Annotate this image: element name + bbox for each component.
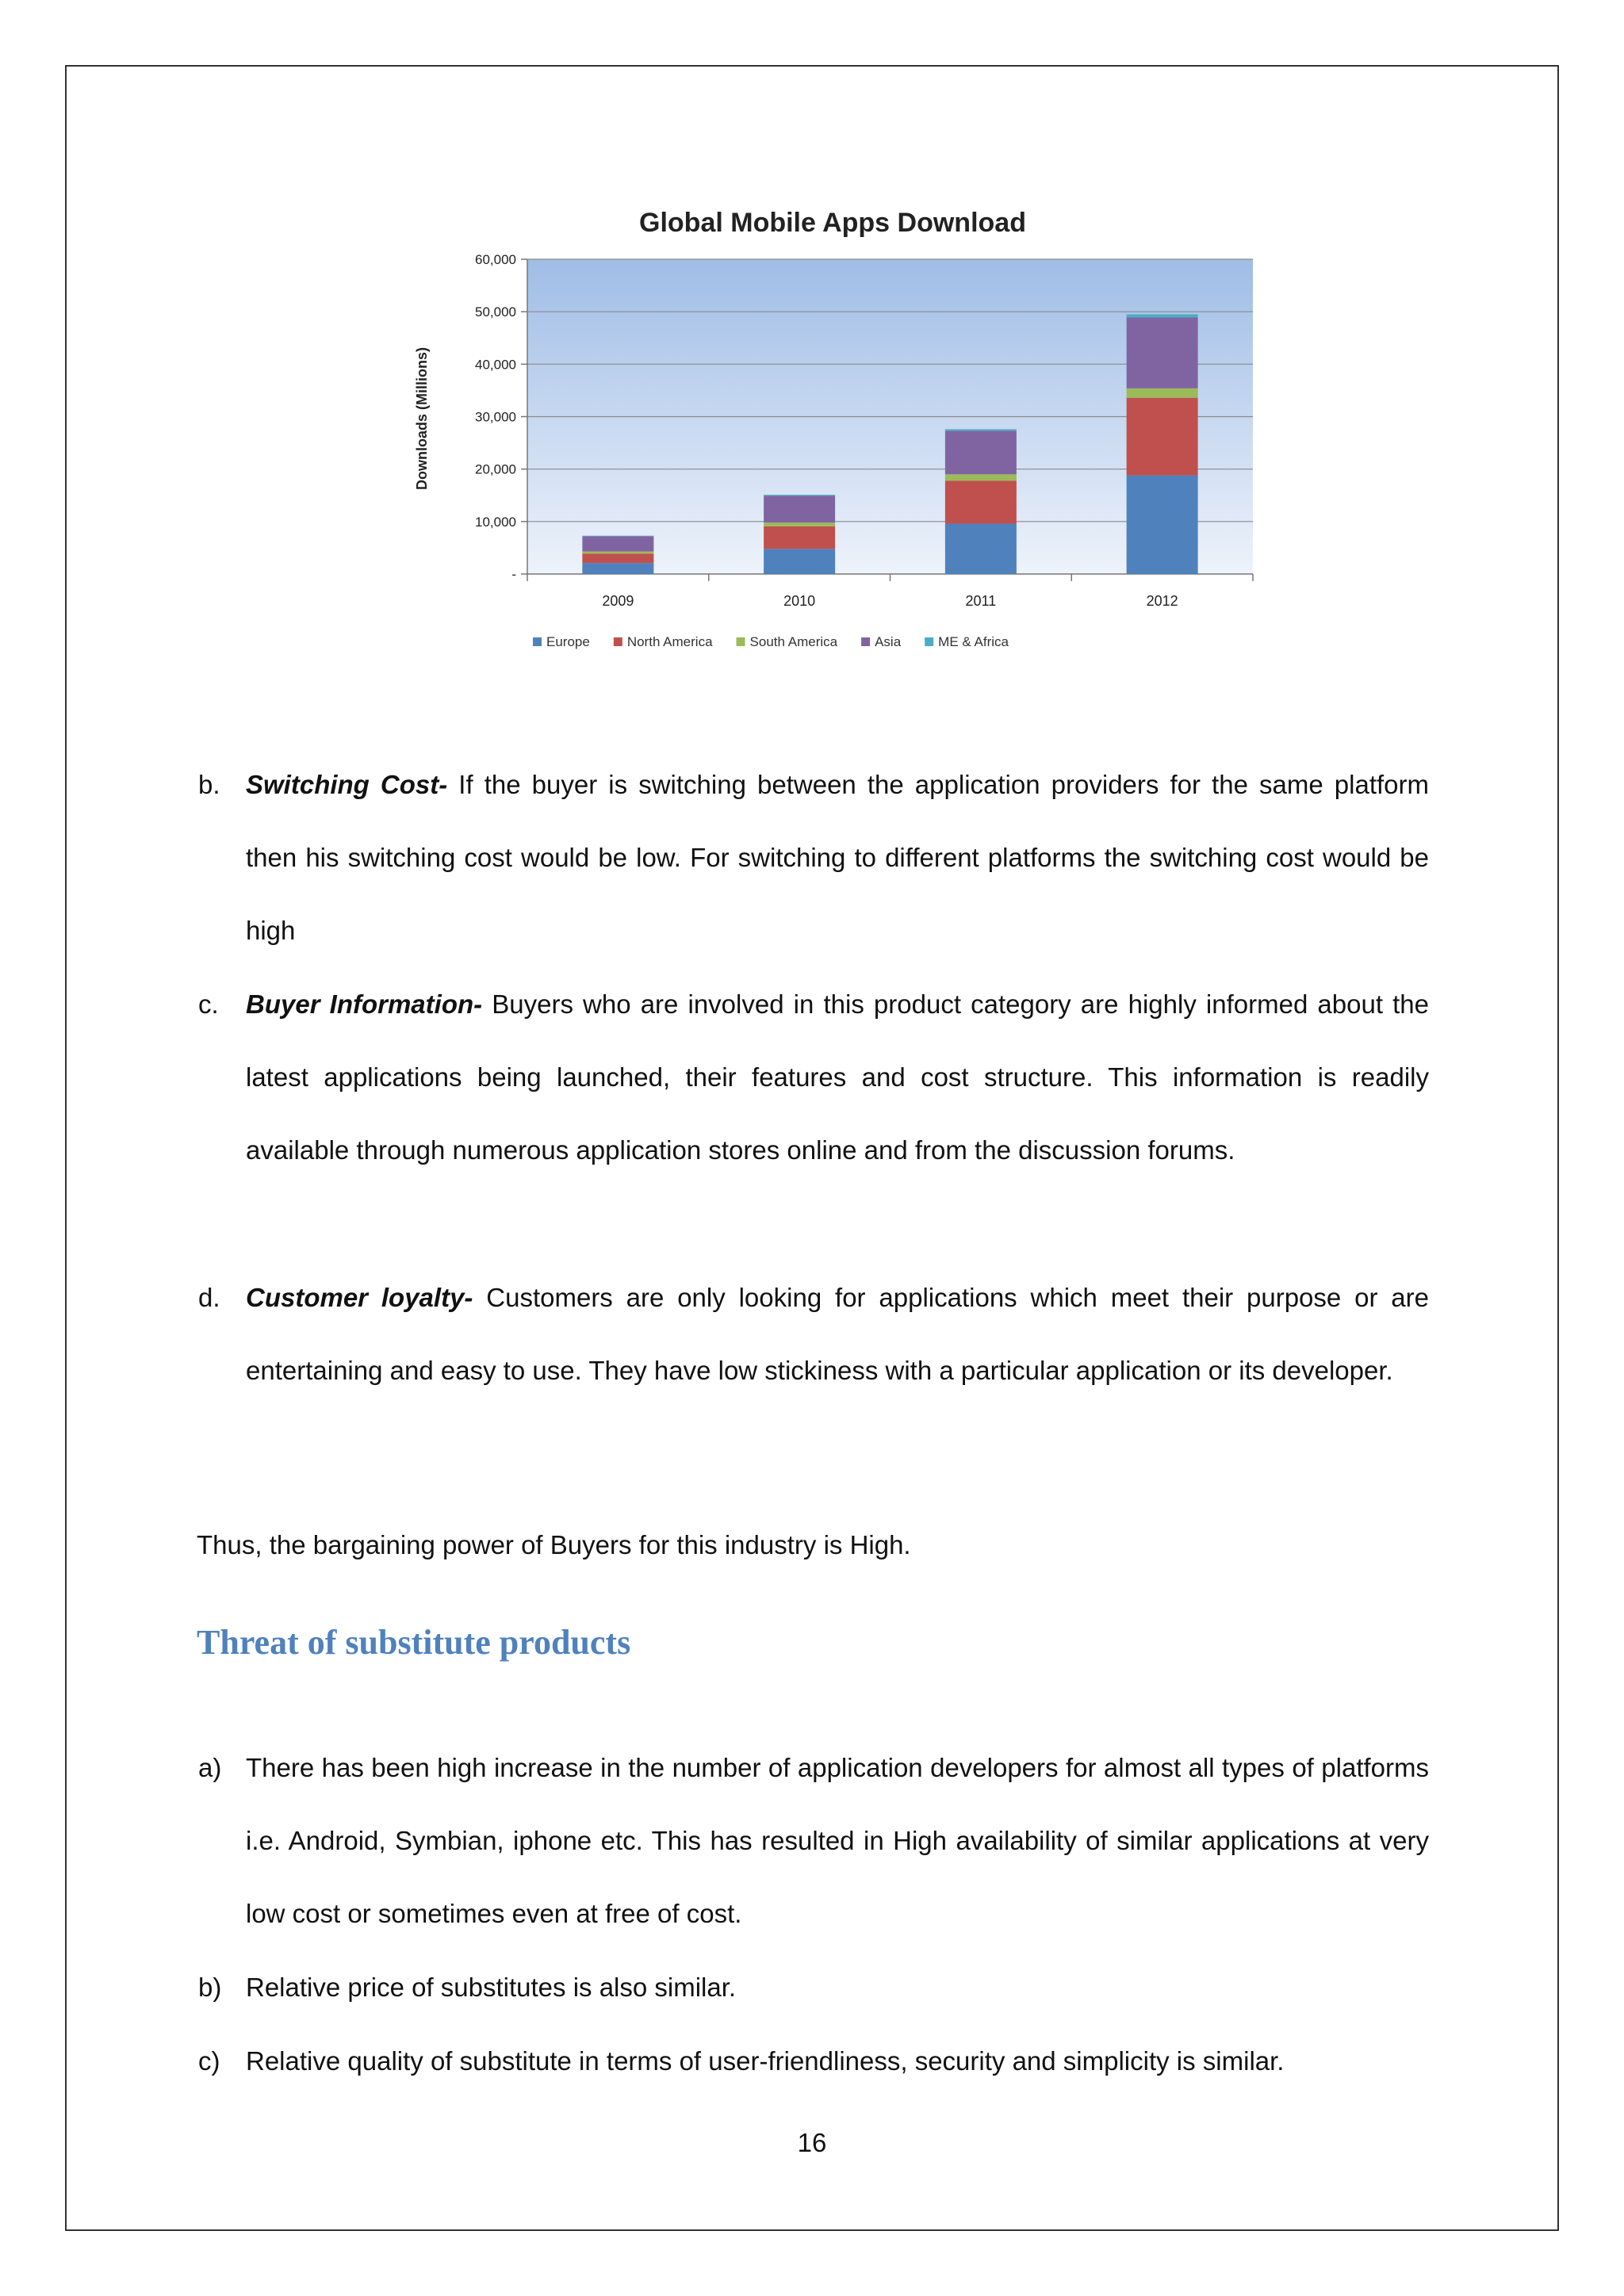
x-tick-label: 2010: [783, 593, 816, 609]
legend-label: North America: [626, 634, 713, 649]
bar-segment: [764, 549, 835, 574]
legend-label: Europe: [546, 634, 590, 649]
legend-label: ME & Africa: [938, 634, 1009, 649]
y-tick-label: 30,000: [475, 409, 516, 425]
bar-segment: [945, 480, 1017, 523]
list-marker: c.: [198, 989, 219, 1019]
bar-segment: [582, 536, 653, 537]
bar-segment: [1127, 317, 1198, 388]
legend-swatch: [861, 637, 870, 646]
bar-segment: [582, 563, 653, 574]
term-label: Buyer Information-: [246, 989, 483, 1019]
list-item-substitute-price: [198, 1951, 1429, 2024]
bar-segment: [582, 553, 653, 563]
term-description: If the buyer is switching between the application providers for the same platform then his switching cost would be low. For switching to different platforms the switching cost would be high: [246, 770, 1429, 945]
y-tick-label: 40,000: [475, 357, 516, 373]
list-item-content: Relative quality of substitute in terms of user-friendliness, security and simplicity is similar.: [246, 2046, 1285, 2076]
bar-segment: [1127, 314, 1198, 317]
list-marker: b.: [198, 770, 220, 799]
y-tick-label: 20,000: [475, 461, 516, 477]
y-tick-label: 50,000: [475, 304, 516, 320]
list-marker: a): [198, 1753, 222, 1782]
list-item-content: [246, 968, 1429, 1187]
list-item-content: Relative price of substitutes is also similar.: [246, 1973, 737, 2002]
list-marker: d.: [198, 1283, 220, 1312]
bar-segment: [945, 430, 1017, 474]
x-tick-label: 2009: [602, 593, 634, 609]
list-marker: b): [198, 1973, 222, 2002]
list-item-content: [246, 1261, 1429, 1407]
bar-segment: [582, 552, 653, 554]
x-tick-label: 2012: [1146, 593, 1178, 609]
conclusion-paragraph: Thus, the bargaining power of Buyers for this industry is High.: [197, 1530, 911, 1559]
bar-segment: [945, 523, 1017, 574]
y-axis-label: Downloads (Millions): [414, 347, 430, 490]
bar-segment: [582, 536, 653, 551]
bar-segment: [1127, 388, 1198, 398]
list-item-substitute-availability: [198, 1732, 1429, 1950]
bar-segment: [1127, 398, 1198, 476]
bar-segment: [764, 522, 835, 526]
bar-segment: [945, 429, 1017, 430]
term-description: Customers are only looking for applications which meet their purpose or are entertaining and easy to use. They have low stickiness with a particular application or its developer.: [246, 1283, 1429, 1385]
legend-swatch: [533, 637, 542, 646]
y-tick-label: 60,000: [475, 252, 516, 267]
legend-swatch: [614, 637, 622, 646]
x-tick-label: 2011: [965, 593, 997, 609]
term-description: Buyers who are involved in this product category are highly informed about the latest applications being launched, their features and cost structure. This information is readily available through numerous application stores online and from the discussion forums.: [246, 989, 1429, 1165]
list-item-content: [246, 748, 1429, 967]
bar-segment: [764, 496, 835, 522]
y-tick-label: -: [511, 567, 516, 582]
chart-title: Global Mobile Apps Download: [639, 208, 1026, 238]
legend-swatch: [925, 637, 933, 646]
y-tick-label: 10,000: [475, 514, 516, 530]
list-marker: c): [198, 2046, 220, 2076]
term-label: Customer loyalty-: [246, 1283, 473, 1312]
bar-segment: [764, 495, 835, 496]
bar-segment: [1127, 476, 1198, 574]
bar-segment: [945, 474, 1017, 480]
downloads-chart: [404, 194, 1261, 670]
legend-swatch: [737, 637, 745, 646]
legend-label: Asia: [875, 634, 902, 649]
list-item-switching-cost: [198, 748, 1429, 967]
list-item-substitute-quality: [198, 2025, 1429, 2098]
list-item-buyer-information: [198, 968, 1429, 1187]
section-heading: Threat of substitute products: [197, 1623, 631, 1662]
term-label: Switching Cost-: [246, 770, 448, 799]
legend-label: South America: [749, 634, 838, 649]
bar-segment: [764, 526, 835, 549]
list-item-customer-loyalty: [198, 1261, 1429, 1407]
list-item-content: There has been high increase in the number of application developers for almost all types of platforms i.e. Android, Symbian, iphone etc. This has resulted in High availability of similar applications at very low cost or sometimes even at free of cost.: [246, 1753, 1429, 1928]
page-number: 16: [797, 2128, 827, 2157]
